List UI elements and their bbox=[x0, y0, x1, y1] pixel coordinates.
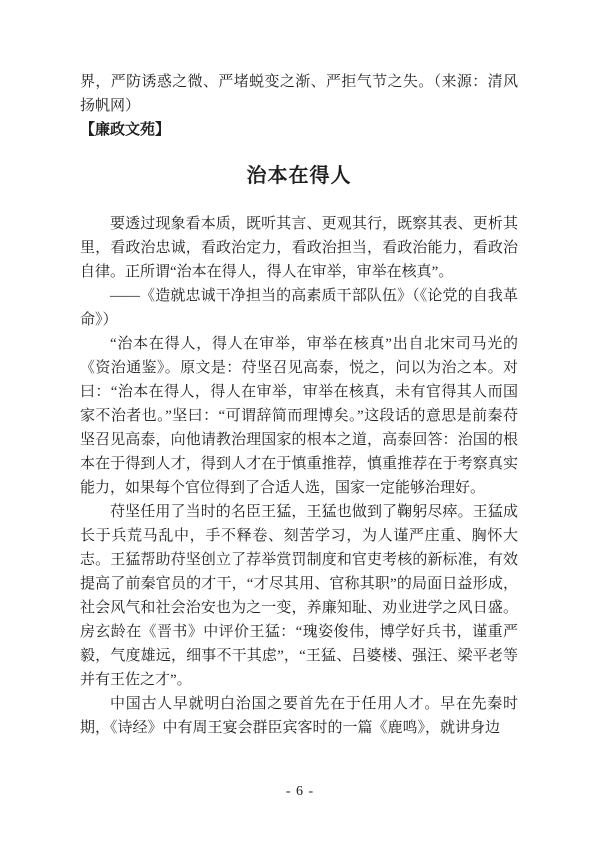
continuation-paragraph: 界，严防诱惑之微、严堵蜕变之渐、严拒气节之失。（来源：清风扬帆网） bbox=[80, 74, 518, 114]
article-paragraph: 苻坚任用了当时的名臣王猛，王猛也做到了鞠躬尽瘁。王猛成长于兵荒马乱中，手不释卷、刻苦学习，为人谨严庄重、胸怀大志。王猛帮助苻坚创立了荐举赏罚制度和官吏考核的新标准，有效提高了前秦官员的才干，“才尽其用、官称其职”的局面日益形成，社会风气和社会治安也为之一变，养廉知耻、劝业进学之风日盛。房玄龄在《晋书》中评价王猛：“瑰姿俊伟，博学好兵书，谨重严毅，气度雄远，细事不干其虑”，“王猛、吕婆楼、强汪、梁平老等并有王佐之才”。 bbox=[80, 504, 518, 688]
page-number: - 6 - bbox=[285, 784, 315, 799]
article-title: 治本在得人 bbox=[246, 165, 352, 187]
article-paragraph: 要透过现象看本质，既听其言、更观其行，既察其表、更析其里，看政治忠诚，看政治定力，看政治担当，看政治能力，看政治自律。正所谓“治本在得人，得人在审举，审举在核真”。 bbox=[80, 216, 518, 280]
article-paragraph: “治本在得人，得人在审举，审举在核真”出自北宋司马光的《资治通鉴》。原文是：苻坚召见高泰，悦之，问以为治之本。对曰：“治本在得人，得人在审举，审举在核真，未有官得其人而国家不治者也。”坚曰：“可谓辞简而理博矣。”这段话的意思是前秦苻坚召见高泰，向他请教治理国家的根本之道，高泰回答：治国的根本在于得到人才，得到人才在于慎重推荐，慎重推荐在于考察真实能力，如果每个官位得到了合适人选，国家一定能够治理好。 bbox=[80, 336, 518, 496]
article-attribution-paragraph: ——《造就忠诚干净担当的高素质干部队伍》（《论党的自我革命》） bbox=[80, 288, 518, 328]
article-paragraph: 中国古人早就明白治国之要首先在于任用人才。早在先秦时期，《诗经》中有周王宴会群臣宾客时的一篇《鹿鸣》，就讲身边 bbox=[80, 696, 518, 736]
document-body bbox=[80, 70, 518, 740]
section-header: 【廉政文苑】 bbox=[80, 122, 171, 138]
